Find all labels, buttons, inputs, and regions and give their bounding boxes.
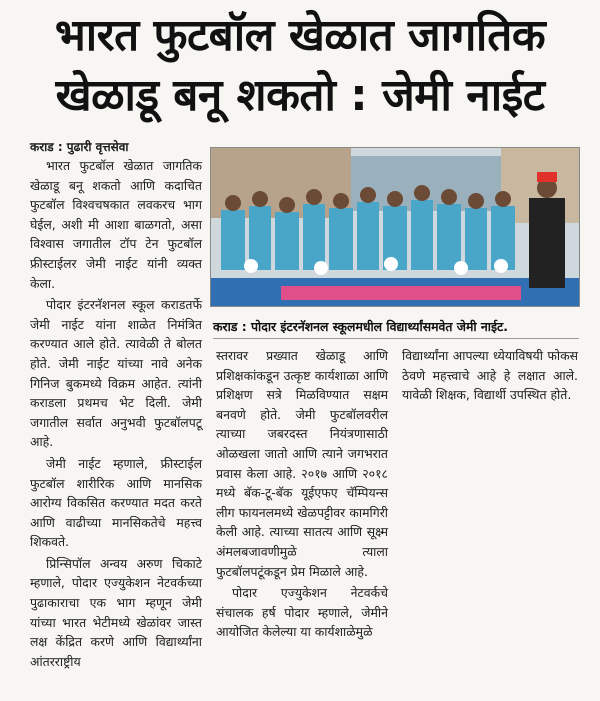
group-photo-illustration [211,148,580,307]
paragraph: स्तरावर प्रख्यात खेळाडू आणि प्रशिक्षकांकडून उत्कृष्ट कार्यशाळा आणि प्रशिक्षण सत्रे मिळविण्यात सक्षम बनवणे होते. जेमी फुटबॉलवरील त्याच्या जबरदस्त नियंत्रणासाठी ओळखला जातो आणि त्याने जगभरात प्रवास केला आहे. २०१७ आणि २०१८ मध्ये बॅक-टू-बॅक यूईएफए चॅम्पियन्स लीग फायनलमध्ये खेळपट्टीवर कामगिरी केली आहे. त्याच्या सातत्य आणि सूक्ष्म अंमलबजावणीमुळे त्याला फुटबॉलपटूंकडून प्रेम मिळाले आहे. [216,348,388,579]
paragraph: पोदार इंटरनॅशनल स्कूल कराडतर्फे जेमी नाईट यांना शाळेत निमंत्रित करण्यात आले होते. त्यावेळी ते बोलत होते. जेमी नाईट यांच्या नावे अनेक गिनिज बुकमध्ये विक्रम आहेत. त्यांनी कराडला प्रथमच भेट दिली. जेमी जगातील सर्वात अनुभवी फुटबॉलपटू आहे. [30,297,202,450]
paragraph: विद्यार्थ्यांना आपल्या ध्येयाविषयी फोकस ठेवणे महत्त्वाचे आहे हे लक्षात आले. यावेळी शिक्षक, विद्यार्थी उपस्थित होते. [402,348,578,403]
paragraph: भारत फुटबॉल खेळात जागतिक खेळाडू बनू शकतो आणि कदाचित फुटबॉल विश्वचषकात लवकरच भाग घेईल, अशी मी आशा बाळगतो, असा विश्वास जगातील टॉप टेन फुटबॉल फ्रीस्टाईलर जेमी नाईट यांनी व्यक्त केला. [30,158,202,291]
article-column-3 [402,346,578,407]
photo-caption: कराड : पोदार इंटरनॅशनल स्कूलमधील विद्यार्थ्यांसमवेत जेमी नाईट. [213,319,508,334]
group-photo [210,147,580,307]
dateline: कराड : पुढारी वृत्तसेवा [30,140,129,154]
paragraph: प्रिन्सिपॉल अन्वय अरुण चिकाटे म्हणाले, पोदार एज्युकेशन नेटवर्कच्या पुढाकाराचा एक भाग म्हणून जेमी यांच्या भारत भेटीमध्ये खेळांवर जास्त लक्ष केंद्रित करणे आणि विद्यार्थ्यांना आंतरराष्ट्रीय [30,555,202,669]
divider [213,338,579,339]
paragraph: जेमी नाईट म्हणाले, फ्रीस्टाईल फुटबॉल शारीरिक आणि मानसिक आरोग्य विकसित करण्यात मदत करते आणि वाढीच्या मानसिकतेचे महत्त्व शिकवते. [30,455,202,550]
headline-line-1: भारत फुटबॉल खेळात जागतिक [54,10,546,61]
article-column-1 [30,156,202,673]
headline-line-2: खेळाडू बनू शकतो : जेमी नाईट [55,70,545,121]
headline [0,6,600,126]
article-column-2 [216,346,388,644]
paragraph: पोदार एज्युकेशन नेटवर्कचे संचालक हर्ष पोदार म्हणाले, जेमीने आयोजित केलेल्या या कार्यशाळेमुळे [216,585,388,640]
